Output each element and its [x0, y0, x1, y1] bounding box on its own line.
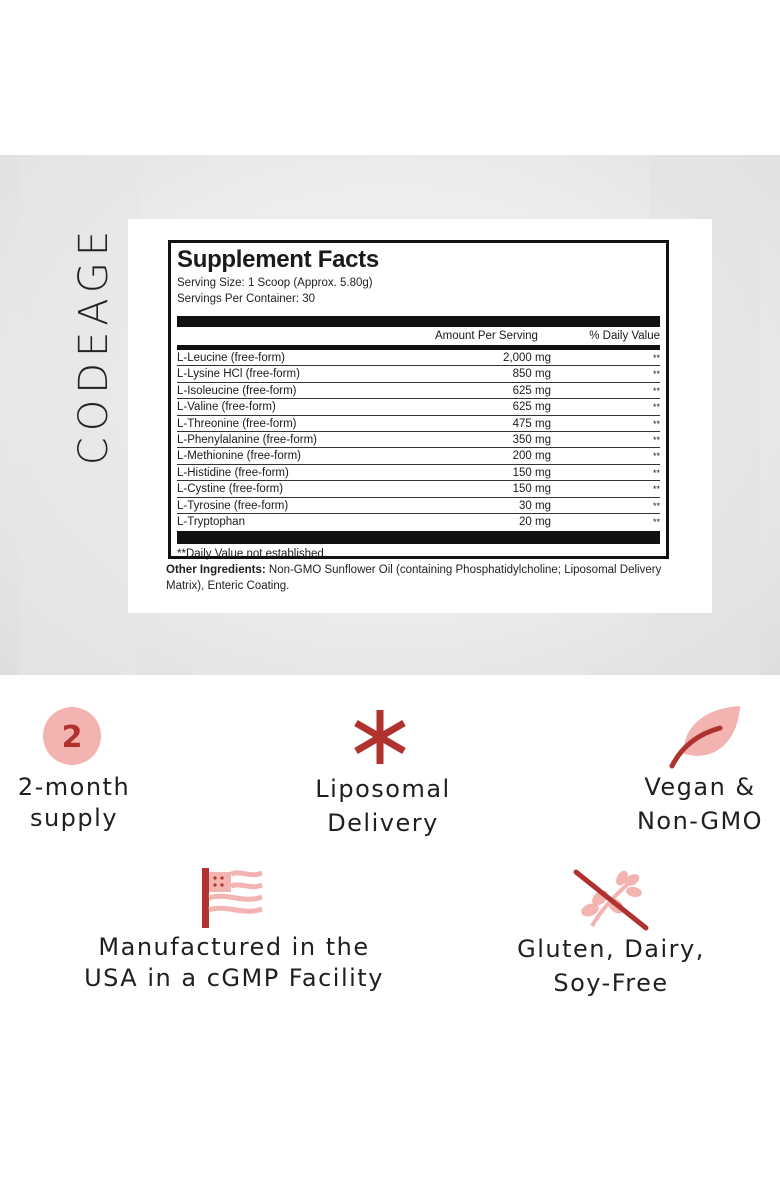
ingredient-dv: **	[652, 353, 660, 363]
supplement-facts-panel	[168, 240, 669, 559]
brand-logo: CODEAGE	[71, 224, 117, 466]
supply-badge-number: 2	[61, 720, 83, 755]
table-row	[177, 448, 660, 464]
flag-icon	[200, 866, 266, 930]
ingredient-name: L-Histidine (free-form)	[177, 466, 289, 479]
ingredient-amount: 150 mg	[512, 483, 551, 496]
ingredient-amount: 20 mg	[519, 515, 551, 528]
table-row	[177, 498, 660, 514]
ingredient-dv: **	[652, 484, 660, 495]
no-wheat-icon	[570, 866, 652, 934]
footnote: **Daily Value not established.	[177, 548, 328, 561]
ingredient-dv: **	[652, 402, 660, 413]
ingredient-amount: 2,000 mg	[503, 352, 551, 364]
ingredient-dv: **	[652, 467, 660, 478]
ingredient-name: L-Tryptophan	[177, 515, 245, 528]
ingredient-amount: 150 mg	[512, 466, 551, 479]
table-row	[177, 481, 660, 497]
dv-header: % Daily Value	[589, 330, 660, 342]
ingredient-name: L-Isoleucine (free-form)	[177, 384, 297, 397]
ingredient-amount: 475 mg	[512, 417, 551, 430]
table-row	[177, 514, 660, 530]
ingredient-dv: **	[652, 385, 660, 396]
ingredient-name: L-Leucine (free-form)	[177, 352, 286, 364]
ingredient-amount: 850 mg	[512, 368, 551, 381]
feature-usa: Manufactured in the USA in a cGMP Facility	[84, 933, 384, 992]
ingredient-amount: 350 mg	[512, 433, 551, 446]
leaf-icon	[668, 702, 744, 770]
ingredient-dv: **	[652, 369, 660, 380]
ingredient-name: L-Phenylalanine (free-form)	[177, 433, 317, 446]
other-ingredients-text: Non-GMO Sunflower Oil (containing Phosphatidylcholine; Liposomal Delivery Matrix), Enteric Coating.	[166, 564, 662, 592]
ingredient-name: L-Methionine (free-form)	[177, 450, 301, 463]
serving-size: Serving Size: 1 Scoop (Approx. 5.80g)	[177, 277, 373, 289]
feature-supply: 2-month supply	[17, 773, 131, 832]
ingredient-amount: 30 mg	[519, 499, 551, 512]
facts-title: Supplement Facts	[177, 246, 379, 273]
divider-thick	[177, 316, 660, 327]
ingredient-name: L-Lysine HCl (free-form)	[177, 368, 300, 381]
amount-header: Amount Per Serving	[435, 330, 538, 342]
ingredient-dv: **	[652, 434, 660, 445]
column-header	[177, 327, 660, 345]
divider-bottom	[177, 531, 660, 544]
table-row	[177, 432, 660, 448]
ingredient-list	[177, 350, 660, 530]
ingredient-dv: **	[652, 500, 660, 511]
feature-allergen-free: Gluten, Dairy, Soy-Free	[517, 935, 705, 997]
table-row	[177, 465, 660, 481]
table-row	[177, 383, 660, 399]
ingredient-dv: **	[652, 451, 660, 462]
ingredient-dv: **	[652, 516, 660, 527]
other-ingredients-label: Other Ingredients:	[166, 564, 266, 576]
feature-vegan: Vegan & Non-GMO	[636, 773, 764, 835]
ingredient-amount: 625 mg	[512, 384, 551, 397]
feature-liposomal: Liposomal Delivery	[315, 775, 451, 837]
ingredient-dv: **	[652, 418, 660, 429]
table-row	[177, 350, 660, 366]
table-row	[177, 366, 660, 382]
ingredient-amount: 625 mg	[512, 401, 551, 414]
ingredient-name: L-Tyrosine (free-form)	[177, 499, 289, 512]
ingredient-name: L-Valine (free-form)	[177, 401, 276, 414]
ingredient-name: L-Threonine (free-form)	[177, 417, 297, 430]
table-row	[177, 399, 660, 415]
ingredient-amount: 200 mg	[512, 450, 551, 463]
servings-per-container: Servings Per Container: 30	[177, 293, 316, 305]
table-row	[177, 416, 660, 432]
other-ingredients	[166, 562, 686, 594]
number-badge-icon	[42, 706, 102, 766]
ingredient-name: L-Cystine (free-form)	[177, 483, 284, 496]
asterisk-icon	[350, 707, 410, 767]
